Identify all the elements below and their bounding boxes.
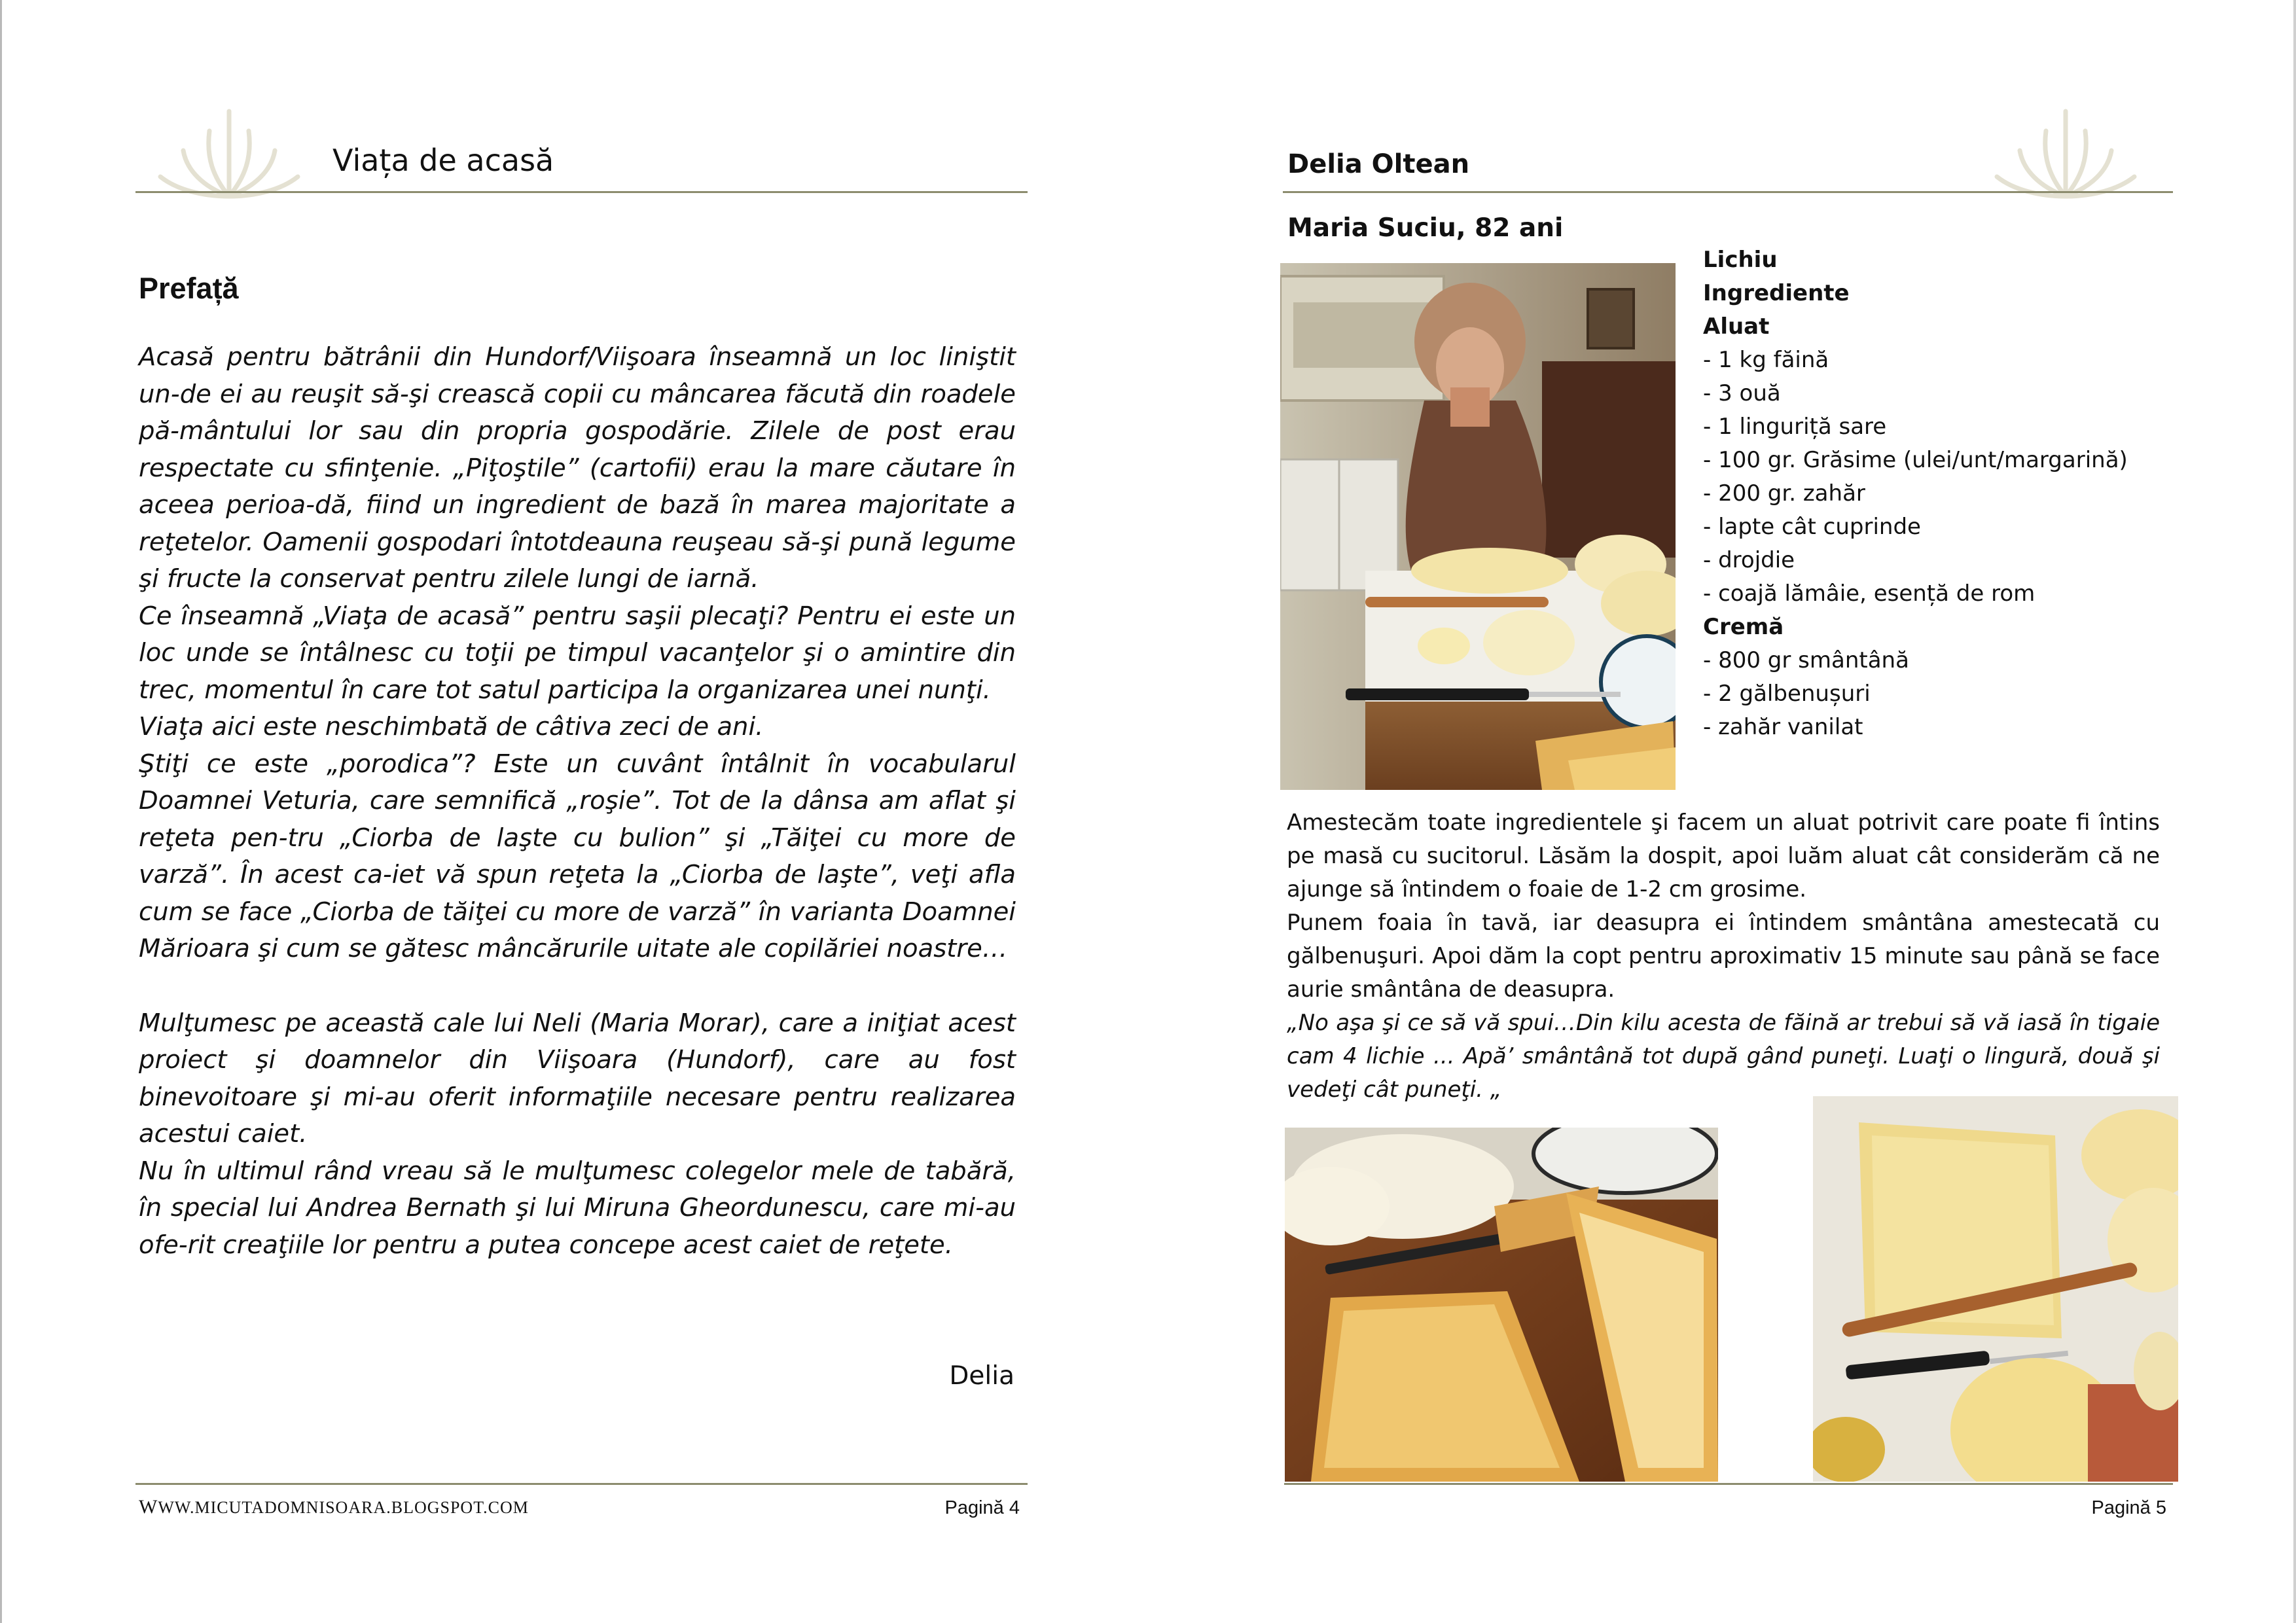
- footer-url-initial: W: [139, 1496, 158, 1518]
- right-header-ornament-icon: [1994, 105, 2138, 203]
- ingredient-item: - drojdie: [1703, 547, 1795, 573]
- instruction-paragraph: Amestecăm toate ingredientele şi facem un aluat potrivit care poate fi întins pe masă cu sucitorul. Lăsăm la dospit, apoi luăm aluat cât considerăm că ne ajunge să întindem o foaie de 1-2 cm grosime.: [1287, 810, 2160, 902]
- ingredient-item: - coajă lămâie, esență de rom: [1703, 580, 2036, 607]
- page-number-left: Pagină 4: [944, 1497, 1020, 1518]
- instruction-paragraph: Punem foaia în tavă, iar deasupra ei întindem smântâna amestecată cu gălbenuşuri. Apoi dăm la copt pentru aproximativ 15 minute sau până se face aurie smântâna de deasupra.: [1287, 910, 2160, 1003]
- ingredient-item: - 2 gălbenușuri: [1703, 681, 1871, 707]
- right-header-rule: [1283, 191, 2173, 193]
- ingredient-item: - zahăr vanilat: [1703, 714, 1863, 740]
- preface-paragraph: Viaţa aici este neschimbată de câtiva zeci de ani.: [139, 712, 764, 741]
- ingredient-item: - 1 kg făină: [1703, 347, 1829, 373]
- preface-paragraph: Ştiţi ce este „porodica”? Este un cuvânt întâlnit în vocabularul Doamnei Veturia, care semnifică „roşie”. Tot de la dânsa am aflat şi reţeta pen-tru „Ciorba de laşte cu bulion” şi „Tăiţei cu more de varză”. În acest ca-iet vă spun reţeta la „Ciorba de laşte”, veţi afla cum se face „Ciorba de tăiţei cu more de varză” în varianta Doamnei Mărioara şi cum se gătesc mâncărurile uitate ale copilăriei noastre…: [139, 749, 1016, 963]
- signature: Delia: [949, 1361, 1014, 1391]
- person-heading: Maria Suciu, 82 ani: [1287, 213, 1564, 243]
- preface-title: Prefață: [139, 272, 239, 305]
- footer-url-rest: WW.MICUTADOMNISOARA.BLOGSPOT.COM: [158, 1498, 529, 1517]
- right-page-edge: [2293, 0, 2296, 1623]
- page-number-right: Pagină 5: [2091, 1497, 2166, 1518]
- thanks-paragraph: Nu în ultimul rând vreau să le mulţumesc colegelor mele de tabără, în special lui Andrea Bernath şi lui Miruna Gheordunescu, care mi-au ofe-rit creaţiile lor pentru a putea concepe acest caiet de reţete.: [139, 1156, 1016, 1260]
- recipe-instructions: [1287, 806, 2160, 1107]
- left-page-edge: [0, 0, 2, 1623]
- thanks-paragraph: Mulţumesc pe această cale lui Neli (Maria Morar), care a iniţiat acest proiect şi doamnelor din Viişoara (Hundorf), care au fost binevoitoare şi mi-au oferit informaţiile necesare pentru realizarea acestui caiet.: [139, 1008, 1016, 1149]
- ingredients-label: Ingrediente: [1703, 280, 1850, 306]
- preface-paragraph: Acasă pentru bătrânii din Hundorf/Viişoara înseamnă un loc liniştit un-de ei au reuşit să-şi crească copii cu mâncarea făcută din roadele pă-mântului lor sau din propria gospodărie. Zilele de post erau respectate cu sfinţenie. „Piţoştile” (cartofii) erau la mare căutare în aceea perioa-dă, fiind un ingredient de bază în marea majoritate a reţetelor. Oamenii gospodari întotdeauna reuşeau să-şi pună legume şi fructe la conservat pentru zilele lungi de iarnă.: [139, 342, 1016, 594]
- left-header-title: Viața de acasă: [332, 143, 554, 178]
- recipe-quote: „No aşa şi ce să vă spui…Din kilu acesta de făină ar trebui să vă iasă în tigaie cam 4 lichie ... Apă’ smântână tot după gând puneţi. Luaţi o lingură, două şi vedeţi cât puneţi. „: [1287, 1010, 2160, 1103]
- photo-woman-rolling-dough: [1280, 263, 1676, 790]
- ingredient-item: - 800 gr smântână: [1703, 647, 1909, 673]
- recipe-ingredients: [1703, 243, 2128, 744]
- recipe-title: Lichiu: [1703, 247, 1778, 273]
- footer-url: [139, 1496, 529, 1518]
- photo-rolled-dough-sheet: [1813, 1096, 2178, 1482]
- ingredient-item: - 100 gr. Grăsime (ulei/unt/margarină): [1703, 447, 2128, 473]
- left-footer-rule: [135, 1483, 1028, 1485]
- cream-label: Cremă: [1703, 614, 1784, 640]
- ingredient-item: - lapte cât cuprinde: [1703, 514, 1921, 540]
- left-header-ornament-icon: [157, 105, 301, 203]
- ingredient-item: - 200 gr. zahăr: [1703, 480, 1865, 507]
- photo-baked-lichiu: [1285, 1128, 1718, 1482]
- preface-paragraph: Ce înseamnă „Viaţa de acasă” pentru saşii plecaţi? Pentru ei este un loc unde se întâlnesc cu toţii pe timpul vacanţelor şi o amintire din trec, momentul în care tot satul participa la organizarea unei nunţi.: [139, 601, 1016, 705]
- right-header-author: Delia Oltean: [1287, 149, 1470, 179]
- preface-text: [139, 339, 1016, 1264]
- left-header-rule: [135, 191, 1028, 193]
- ingredient-item: - 1 linguriță sare: [1703, 414, 1887, 440]
- dough-label: Aluat: [1703, 313, 1770, 340]
- ingredient-item: - 3 ouă: [1703, 380, 1781, 406]
- right-footer-rule: [1284, 1483, 2173, 1485]
